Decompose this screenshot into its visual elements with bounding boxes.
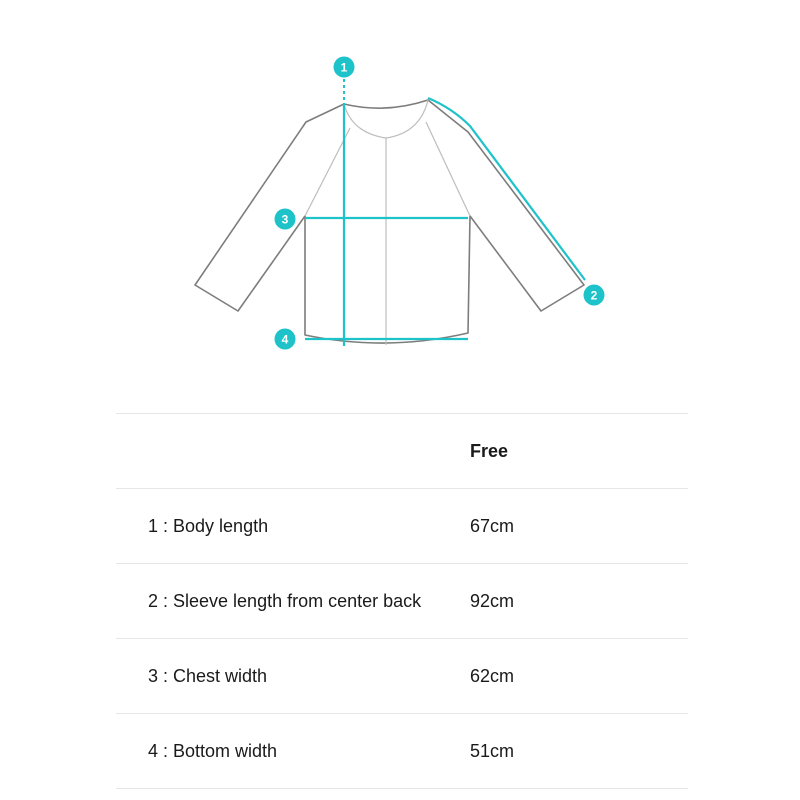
- table-row: [116, 488, 688, 563]
- marker-1-label: 1: [340, 60, 348, 75]
- table-row: [116, 713, 688, 789]
- marker-1: [334, 57, 355, 78]
- marker-4-label: 4: [281, 332, 289, 347]
- marker-2-label: 2: [590, 288, 598, 303]
- marker-4: [275, 329, 296, 350]
- marker-2: [584, 285, 605, 306]
- measurement-value: 51cm: [470, 740, 515, 761]
- measurement-value: 92cm: [470, 590, 515, 611]
- table-header-row: [116, 413, 688, 488]
- measurement-label: 2 : Sleeve length from center back: [148, 590, 422, 611]
- marker-3-label: 3: [281, 212, 289, 227]
- sweater-outline: [195, 100, 584, 345]
- measurement-label: 3 : Chest width: [148, 665, 268, 686]
- measurement-label: 4 : Bottom width: [148, 740, 278, 761]
- measurement-lines: [305, 79, 585, 346]
- table-row: [116, 638, 688, 713]
- marker-3: [275, 209, 296, 230]
- sleeve-length-line: [428, 98, 585, 280]
- measurement-value: 62cm: [470, 665, 515, 686]
- measurement-label: 1 : Body length: [148, 515, 269, 536]
- size-column-header: Free: [470, 440, 509, 461]
- raglan-seam-right: [426, 122, 470, 216]
- table-row: [116, 563, 688, 638]
- garment-diagram: [0, 0, 800, 380]
- size-table: [116, 413, 688, 789]
- garment-contour: [195, 100, 584, 343]
- measurement-value: 67cm: [470, 515, 515, 536]
